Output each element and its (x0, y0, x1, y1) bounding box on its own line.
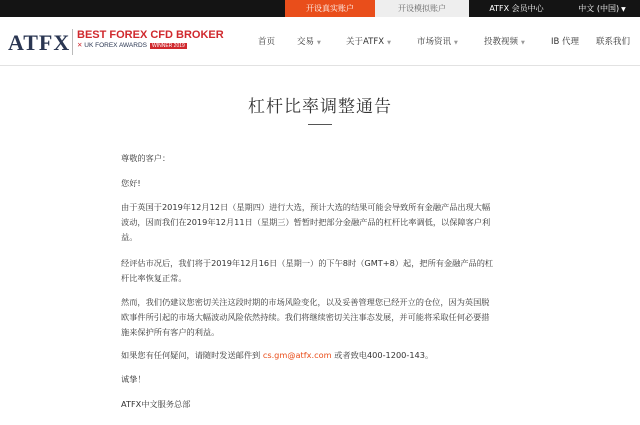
paragraph-risk (121, 295, 521, 340)
language-label: 中文 (中国) (578, 4, 620, 13)
award-source: UK FOREX AWARDS (84, 42, 147, 49)
contact-suffix: 或者致电400-1200-143。 (334, 350, 434, 360)
nav-item-label: 关于ATFX (346, 37, 385, 47)
open-live-account-button[interactable]: 开设真实账户 (285, 0, 375, 17)
nav-item-label: 联系我们 (596, 37, 631, 47)
open-demo-account-button[interactable]: 开设模拟账户 (375, 0, 469, 17)
caret-down-icon: ▼ (387, 40, 391, 46)
paragraph-line: 施来保护所有客户的利益。 (121, 327, 220, 337)
closing: 诚挚！ (121, 374, 146, 384)
paragraph-line: 由于英国于2019年12月12日（星期四）进行大选，预计大选的结果可能会导致所有金融产品出现大幅 (121, 202, 491, 212)
chevron-down-icon: ▼ (621, 6, 626, 13)
member-center-link[interactable]: ATFX 会员中心 (469, 0, 564, 17)
nav-item-label: 交易 (297, 37, 315, 47)
award-winner-label: WINNER 2019 (152, 43, 185, 49)
award-title: BEST FOREX CFD BROKER (77, 29, 224, 41)
signature: ATFX中文服务总部 (121, 399, 191, 409)
paragraph-line: 波动，因而我们在2019年12月11日（星期三）暂暂时把部分金融产品的杠杆比率调低，以保障客户利 (121, 217, 491, 227)
contact-email-link[interactable]: cs.gm@atfx.com (262, 350, 332, 360)
header-divider (0, 65, 640, 66)
contact-line (121, 348, 521, 363)
atfx-logo[interactable]: ATFX (8, 30, 71, 55)
nav-item-label: IB 代理 (551, 37, 580, 47)
nav-item-label: 投教视频 (484, 37, 519, 47)
uk-flag-icon: ✕ (77, 42, 83, 49)
page-title: 杠杆比率调整通告 (248, 97, 392, 117)
paragraph-line: 然而，我们仍建议您密切关注这段时期的市场风险变化，以及妥善管理您已经开立的仓位，因为英国脱 (121, 297, 490, 307)
nav-item-trading[interactable] (297, 35, 321, 47)
paragraph-line: 益。 (121, 232, 138, 242)
caret-down-icon: ▼ (317, 40, 321, 46)
paragraph-restore (121, 256, 521, 286)
nav-item-ib-agent[interactable] (551, 35, 579, 47)
title-underline (308, 124, 332, 125)
caret-down-icon: ▼ (521, 40, 525, 46)
greeting: 您好! (121, 178, 141, 188)
nav-item-home[interactable] (258, 35, 275, 47)
nav-item-market-news[interactable] (417, 35, 458, 47)
contact-prefix: 如果您有任何疑问，请随时发送邮件到 (121, 350, 261, 360)
nav-item-contact[interactable] (596, 35, 630, 47)
nav-item-education-videos[interactable] (484, 35, 525, 47)
paragraph-line: 经评估市况后，我们将于2019年12月16日（星期一）的下午8时（GMT+8）起，把所有金融产品的杠 (121, 258, 494, 268)
language-selector[interactable] (564, 0, 640, 17)
caret-down-icon: ▼ (454, 40, 458, 46)
paragraph-line: 杆比率恢复正常。 (121, 273, 187, 283)
main-nav (0, 17, 640, 66)
nav-item-label: 首页 (258, 37, 276, 47)
nav-item-about[interactable] (346, 35, 391, 47)
nav-item-label: 市场资讯 (417, 37, 452, 47)
top-bar (0, 0, 640, 17)
paragraph-election (121, 200, 521, 245)
salutation: 尊敬的客户： (121, 153, 171, 163)
paragraph-line: 欧事件所引起的市场大幅波动风险依然持续。我们将继续密切关注事态发展，并可能将采取任何必要措 (121, 312, 490, 322)
site-header (0, 17, 640, 66)
